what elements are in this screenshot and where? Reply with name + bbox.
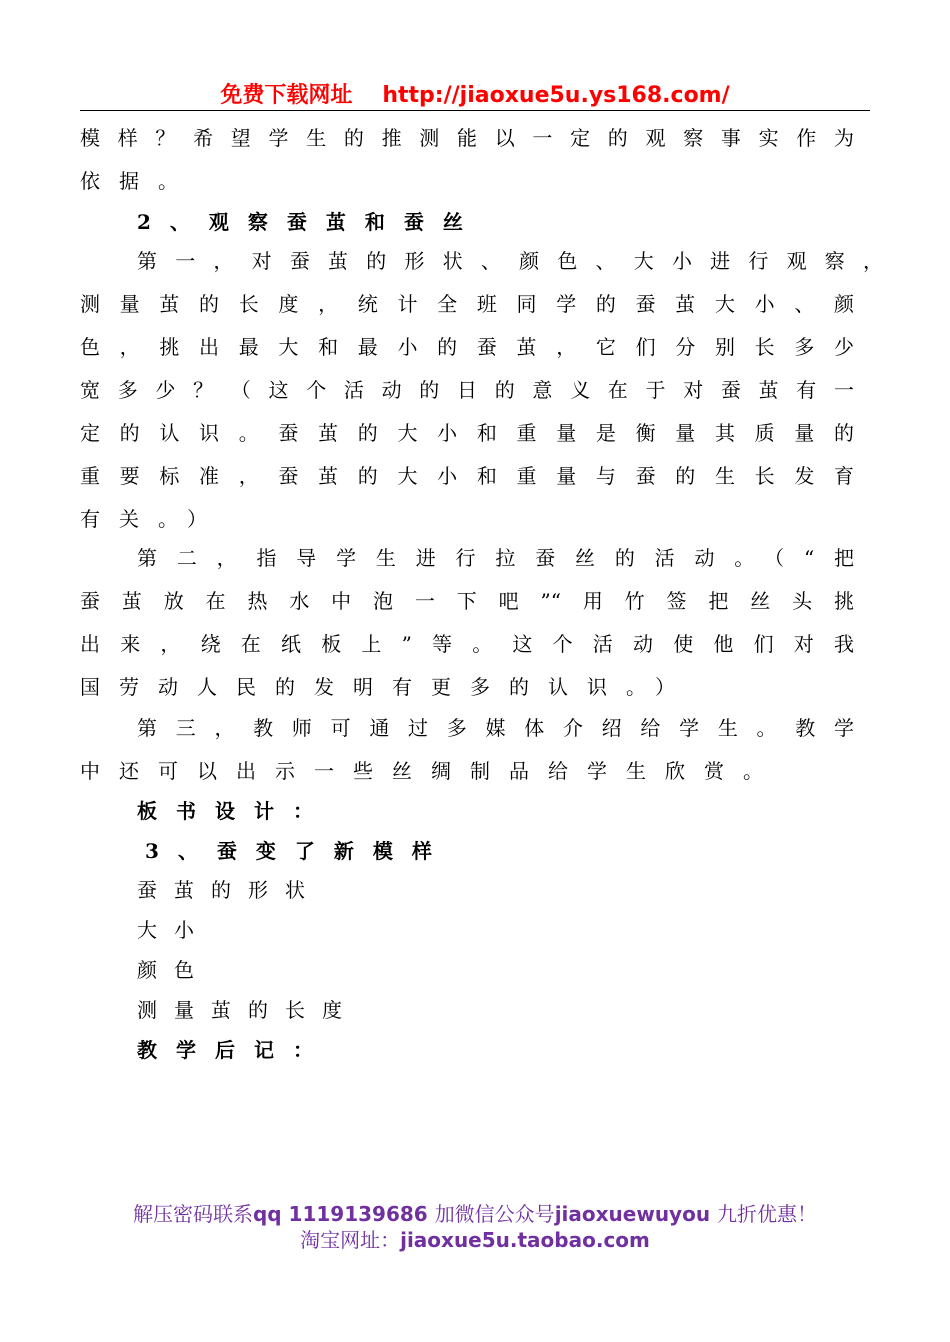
body-line-14: 国劳动人民的发明有更多的认识。）	[80, 675, 694, 699]
teaching-notes-heading: 教学后记：	[137, 1038, 332, 1062]
body-line-15: 第三，教师可通过多媒体介绍给学生。教学	[137, 716, 854, 740]
body-line-11: 第二，指导学生进行拉蚕丝的活动。（“把	[137, 546, 854, 570]
header-label: 免费下载网址	[220, 83, 353, 108]
body-line-9: 重要标准，蚕茧的大小和重量与蚕的生长发育	[80, 464, 854, 488]
footer-line-1: 解压密码联系qq 1119139686 加微信公众号jiaoxuewuyou 九折优惠！	[132, 1202, 818, 1226]
blackboard-item-measure: 测量茧的长度	[137, 998, 359, 1022]
header-url-link[interactable]: http://jiaoxue5u.ys168.com/	[382, 83, 730, 108]
body-line-16: 中还可以出示一些丝绸制品给学生欣赏。	[80, 759, 782, 783]
body-line-4: 第一，对蚕茧的形状、颜色、大小进行观察，	[137, 249, 883, 273]
body-line-10: 有关。）	[80, 507, 226, 531]
footer-line-2: 淘宝网址：jiaoxue5u.taobao.com	[300, 1228, 650, 1252]
blackboard-title: 3、蚕变了新模样	[145, 839, 451, 863]
body-line-1: 模样？希望学生的推测能以一定的观察事实作为	[80, 126, 854, 150]
body-line-2: 依据。	[80, 169, 197, 193]
blackboard-item-shape: 蚕茧的形状	[137, 878, 322, 902]
body-line-5: 测量茧的长度，统计全班同学的蚕茧大小、颜	[80, 292, 854, 316]
body-line-13: 出来，绕在纸板上”等。这个活动使他们对我	[80, 632, 854, 656]
body-line-12: 蚕茧放在热水中泡一下吧”“用竹签把丝头挑	[80, 589, 854, 613]
footer-taobao-link[interactable]: jiaoxue5u.taobao.com	[400, 1228, 650, 1252]
body-line-7: 宽多少？（这个活动的日的意义在于对蚕茧有一	[80, 378, 854, 402]
page-header	[80, 78, 870, 111]
blackboard-item-color: 颜色	[137, 958, 211, 982]
body-line-8: 定的认识。蚕茧的大小和重量是衡量其质量的	[80, 421, 854, 445]
body-line-6: 色，挑出最大和最小的蚕茧，它们分别长多少	[80, 335, 854, 359]
blackboard-design-heading: 板书设计：	[137, 799, 332, 823]
section-heading-2: 2、观察蚕茧和蚕丝	[137, 210, 482, 234]
blackboard-item-size: 大小	[137, 918, 211, 942]
